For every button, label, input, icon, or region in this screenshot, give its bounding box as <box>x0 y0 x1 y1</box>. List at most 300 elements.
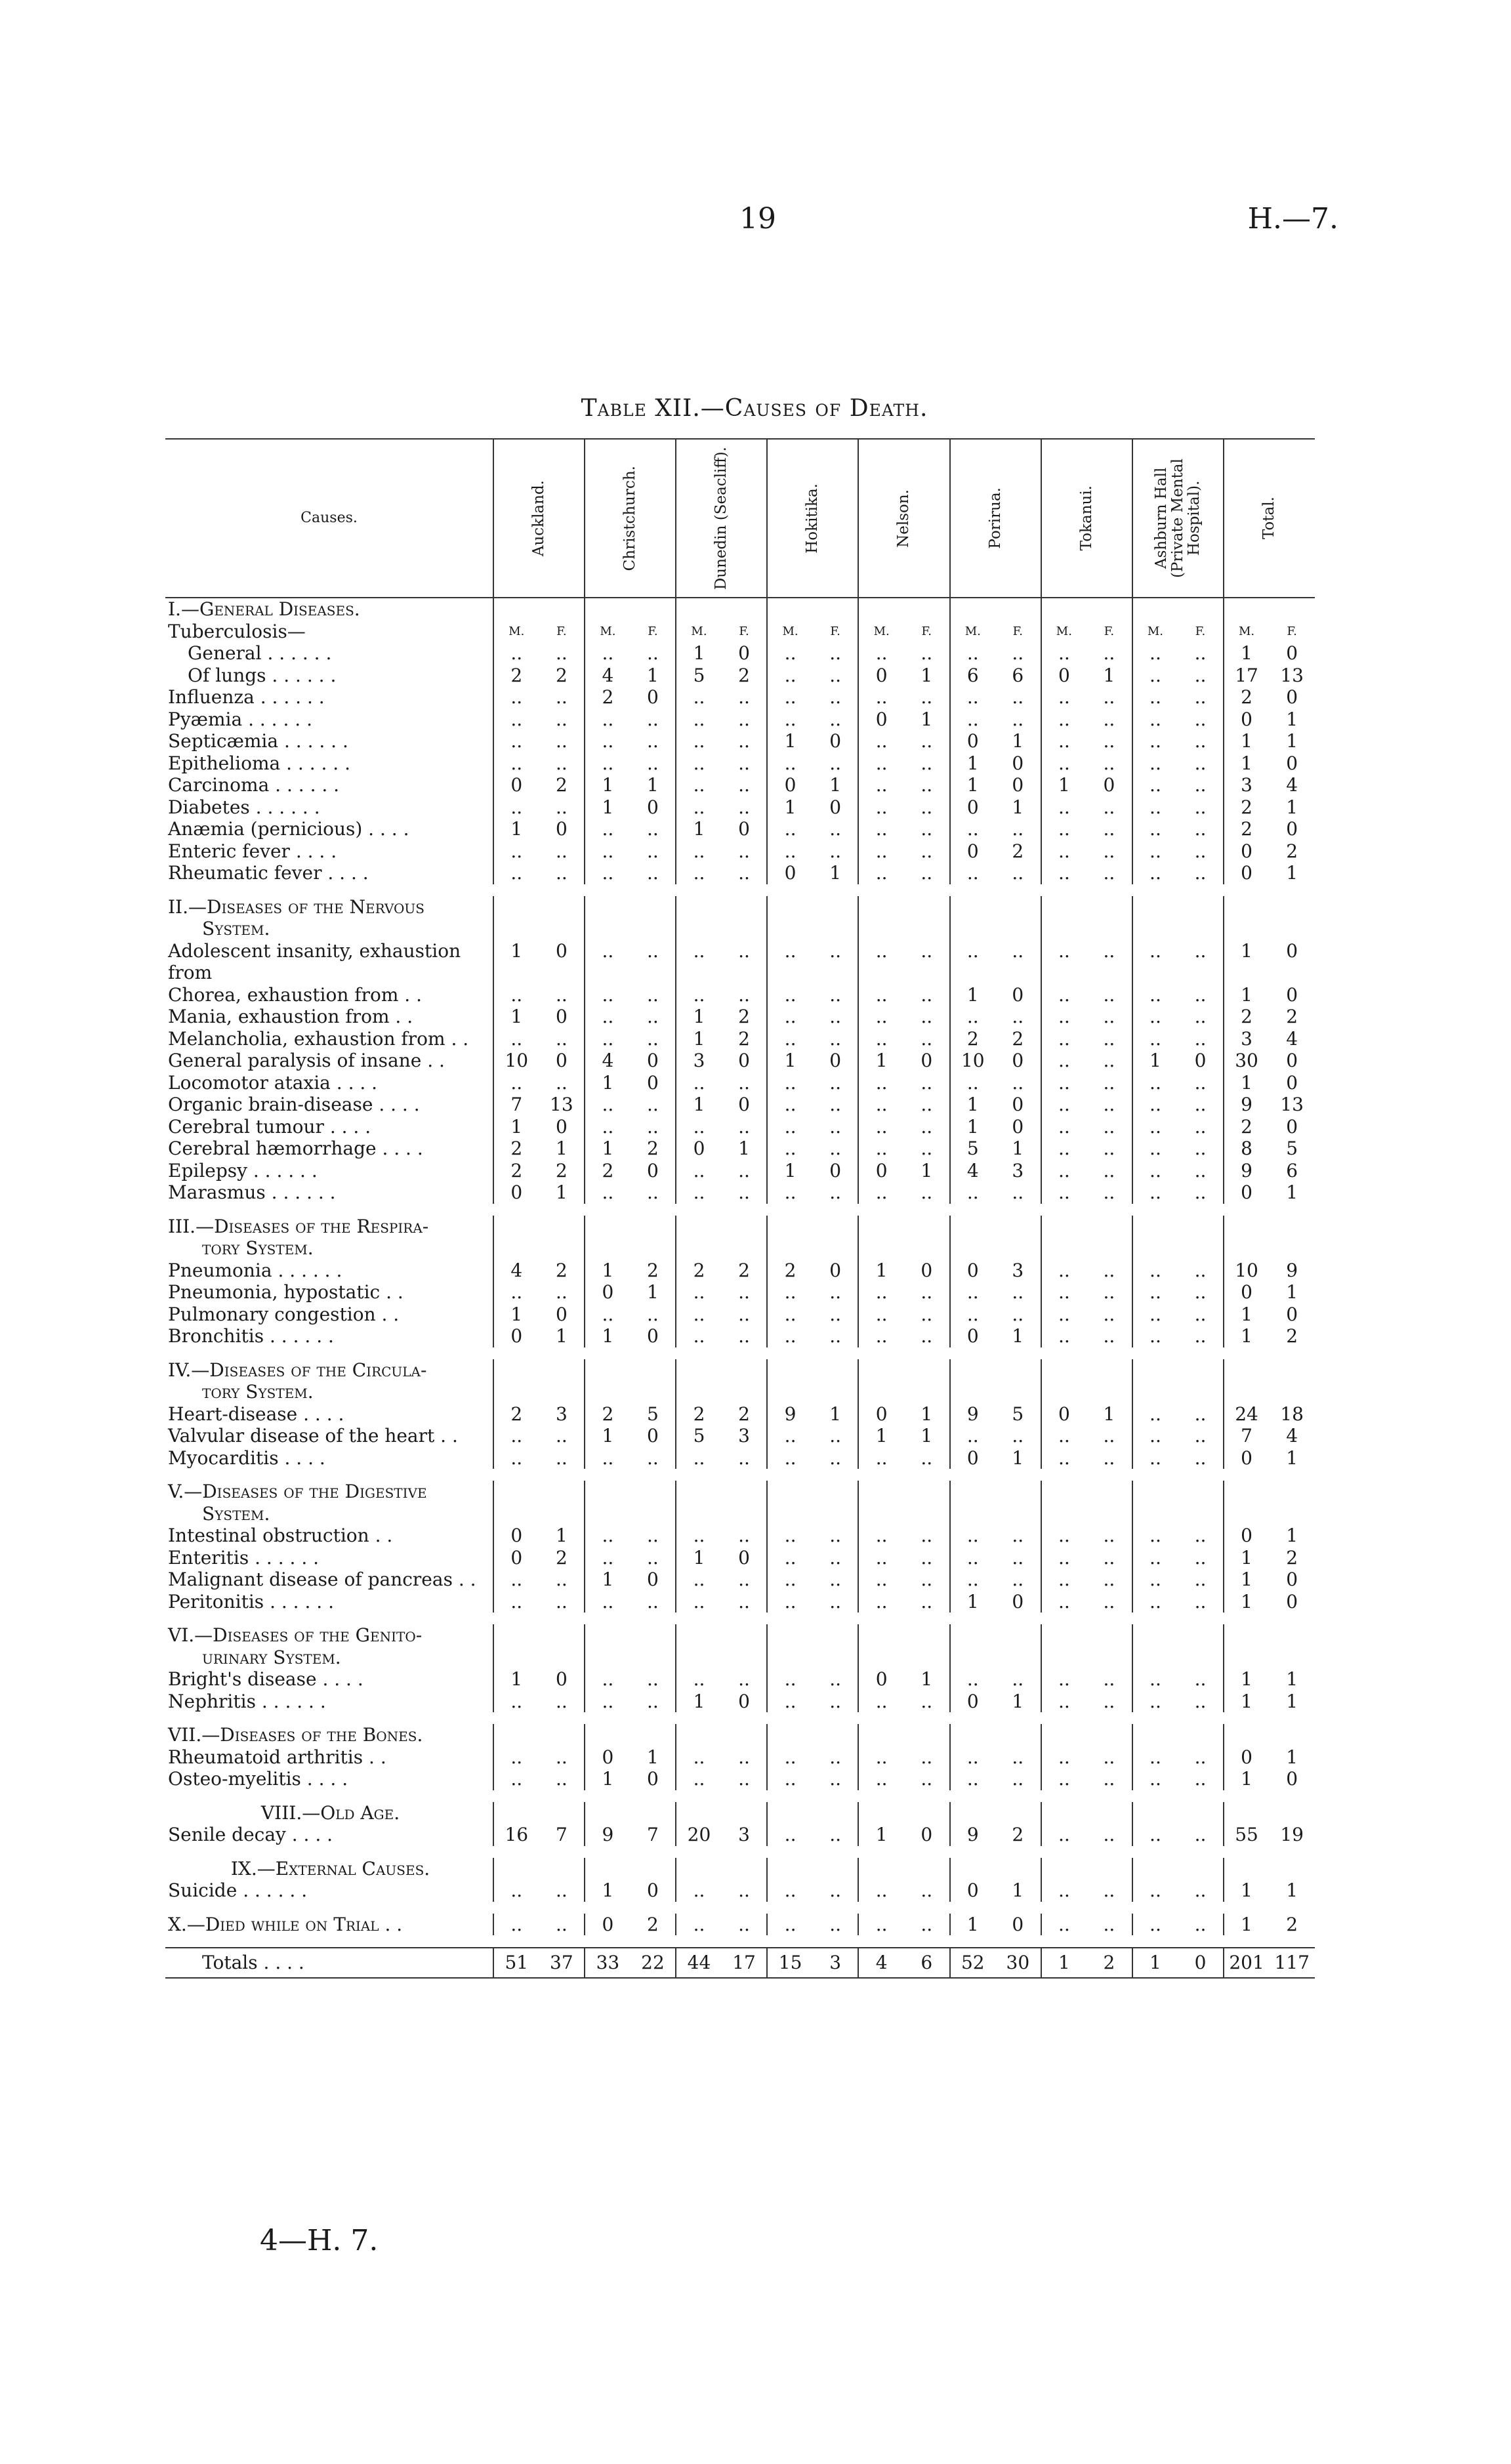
empty-cell <box>493 1647 539 1669</box>
count-cell: 1 <box>829 774 842 796</box>
count-cell: 0 <box>1012 1094 1024 1115</box>
sex-label: F. <box>921 624 932 638</box>
count-cell: .. <box>1132 774 1178 796</box>
count-cell: 0 <box>647 1325 659 1347</box>
empty-cell <box>813 598 859 621</box>
empty-cell <box>1178 918 1224 940</box>
count-cell: 2 <box>950 1028 996 1050</box>
count-cell: 1 <box>1224 752 1270 775</box>
empty-cell <box>1269 1624 1315 1647</box>
empty-cell <box>767 896 813 918</box>
count-cell: 4 <box>950 1160 996 1182</box>
count-cell: .. <box>647 1690 659 1712</box>
count-cell: 0 <box>1286 642 1298 664</box>
empty-cell <box>1041 1381 1087 1403</box>
section-heading-continued: tory System. <box>202 1381 314 1403</box>
count-cell: .. <box>1132 1591 1178 1613</box>
count-cell: .. <box>1103 1913 1115 1935</box>
count-cell: .. <box>858 1028 904 1050</box>
count-cell: 2 <box>738 1027 750 1050</box>
count-cell: .. <box>921 1303 933 1325</box>
count-cell: .. <box>493 862 539 884</box>
count-cell: .. <box>1041 1006 1087 1028</box>
sex-label: F. <box>1012 624 1024 638</box>
empty-cell <box>767 1216 813 1238</box>
count-cell: 1 <box>585 1425 631 1447</box>
count-cell: .. <box>493 730 539 752</box>
count-cell: .. <box>1012 1303 1024 1325</box>
count-cell: 1 <box>585 1072 631 1094</box>
empty-cell <box>904 1503 950 1525</box>
empty-cell <box>995 1237 1041 1260</box>
cause-label: Myocarditis . . . . <box>168 1447 325 1469</box>
spacer <box>165 1846 1315 1858</box>
count-cell: .. <box>1103 1259 1115 1281</box>
count-cell: .. <box>767 1824 813 1846</box>
count-cell: .. <box>1132 752 1178 775</box>
total-cell: 30 <box>995 1948 1041 1978</box>
empty-cell <box>722 1647 768 1669</box>
table-row <box>165 1569 1315 1591</box>
count-cell: .. <box>647 1006 659 1027</box>
count-cell: .. <box>676 1569 722 1591</box>
cause-label: Pyæmia . . . . . . <box>168 708 312 730</box>
empty-cell <box>585 598 631 621</box>
count-cell: .. <box>950 1281 996 1304</box>
table-row <box>165 1325 1315 1347</box>
empty-cell <box>1132 1624 1178 1647</box>
count-cell: .. <box>738 1281 750 1303</box>
empty-cell <box>493 1858 539 1880</box>
empty-cell <box>722 1216 768 1238</box>
cause-label: X.—Died while on Trial . . <box>168 1913 403 1935</box>
count-cell: 3 <box>676 1050 722 1072</box>
count-cell: 1 <box>1224 1072 1270 1094</box>
empty-cell <box>1178 1647 1224 1669</box>
count-cell: 1 <box>555 1181 568 1203</box>
causes-column-header: Causes. <box>165 439 493 598</box>
cause-label: Melancholia, exhaustion from . . <box>168 1027 469 1050</box>
section-heading-continued: tory System. <box>202 1237 314 1259</box>
table-row <box>165 984 1315 1006</box>
empty-cell <box>1224 1503 1270 1525</box>
empty-cell <box>813 896 859 918</box>
count-cell: 0 <box>493 1325 539 1347</box>
count-cell: .. <box>1041 1914 1087 1936</box>
count-cell: 0 <box>1012 774 1024 796</box>
count-cell: .. <box>676 796 722 819</box>
count-cell: .. <box>1041 1028 1087 1050</box>
count-cell: .. <box>1194 1525 1207 1546</box>
count-cell: 1 <box>1103 664 1115 686</box>
count-cell: 2 <box>738 1006 750 1027</box>
cause-label: Peritonitis . . . . . . <box>168 1590 334 1612</box>
empty-cell <box>1269 918 1315 940</box>
count-cell: .. <box>647 818 659 840</box>
empty-cell <box>904 1647 950 1669</box>
total-cell: 51 <box>493 1948 539 1978</box>
empty-cell <box>995 918 1041 940</box>
count-cell: .. <box>493 984 539 1006</box>
count-cell: .. <box>676 730 722 752</box>
count-cell: .. <box>1132 1006 1178 1028</box>
empty-cell <box>493 896 539 918</box>
count-cell: 2 <box>1224 1116 1270 1138</box>
count-cell: 0 <box>647 796 659 818</box>
count-cell: .. <box>1194 1425 1207 1447</box>
count-cell: .. <box>1103 708 1115 730</box>
count-cell: .. <box>493 708 539 731</box>
empty-cell <box>950 1216 996 1238</box>
count-cell: 1 <box>1224 1325 1270 1347</box>
count-cell: .. <box>555 1447 568 1469</box>
empty-cell <box>493 1503 539 1525</box>
count-cell: .. <box>1103 1006 1115 1027</box>
hospital-header: Porirua. <box>950 439 1041 598</box>
total-cell: 37 <box>539 1948 585 1978</box>
count-cell: .. <box>738 774 750 796</box>
empty-cell <box>950 598 996 621</box>
count-cell: 2 <box>1012 1027 1024 1050</box>
count-cell: 1 <box>1286 1668 1298 1690</box>
count-cell: 2 <box>676 1403 722 1426</box>
count-cell: .. <box>858 686 904 708</box>
count-cell: 8 <box>1224 1138 1270 1160</box>
count-cell: 0 <box>829 1050 842 1071</box>
empty-cell <box>950 1858 996 1880</box>
count-cell: .. <box>1103 1303 1115 1325</box>
count-cell: .. <box>1041 1325 1087 1347</box>
count-cell: .. <box>829 1425 842 1447</box>
cause-label: Cerebral tumour . . . . <box>168 1115 371 1138</box>
hospital-header: Nelson. <box>858 439 949 598</box>
sex-label: F. <box>1195 624 1206 638</box>
count-cell: 1 <box>493 1006 539 1028</box>
count-cell: 20 <box>676 1824 722 1846</box>
empty-cell <box>1087 1237 1132 1260</box>
count-cell: .. <box>1041 1094 1087 1116</box>
count-cell: .. <box>676 862 722 884</box>
count-cell: .. <box>647 1668 659 1690</box>
count-cell: .. <box>738 1071 750 1094</box>
spacer <box>165 1469 1315 1481</box>
count-cell: .. <box>858 1591 904 1613</box>
count-cell: .. <box>1132 984 1178 1006</box>
sex-label: M. <box>1132 621 1178 643</box>
count-cell: .. <box>1194 1590 1207 1612</box>
cause-label: Osteo-myelitis . . . . <box>168 1768 348 1790</box>
section-heading: I.—General Diseases. <box>168 598 360 620</box>
empty-cell <box>1224 1359 1270 1382</box>
count-cell: 0 <box>858 1160 904 1182</box>
count-cell: .. <box>585 1028 631 1050</box>
count-cell: 5 <box>676 665 722 687</box>
empty-cell <box>858 1503 904 1525</box>
empty-cell <box>676 1858 722 1880</box>
count-cell: 1 <box>829 1403 842 1425</box>
empty-cell <box>1041 1359 1087 1382</box>
count-cell: .. <box>555 1027 568 1050</box>
count-cell: 0 <box>1286 1050 1298 1071</box>
spacer <box>165 1347 1315 1359</box>
count-cell: 2 <box>1286 1325 1298 1347</box>
table-row <box>165 1914 1315 1936</box>
empty-cell <box>1269 1359 1315 1382</box>
empty-cell <box>1132 1858 1178 1880</box>
total-cell: 1 <box>1132 1948 1178 1978</box>
count-cell: .. <box>858 1447 904 1469</box>
empty-cell <box>858 1481 904 1503</box>
empty-cell <box>1269 896 1315 918</box>
count-cell: 10 <box>950 1050 996 1072</box>
table-row <box>165 1447 1315 1469</box>
empty-cell <box>1224 598 1270 621</box>
section-heading-row <box>165 598 1315 621</box>
sex-label: M. <box>767 621 813 643</box>
count-cell: .. <box>767 752 813 775</box>
cause-label: Adolescent insanity, exhaustion <box>168 939 461 962</box>
count-cell: .. <box>493 642 539 665</box>
count-cell: .. <box>676 1281 722 1304</box>
count-cell: .. <box>676 1160 722 1182</box>
count-cell: .. <box>921 818 933 840</box>
empty-cell <box>767 1503 813 1525</box>
table-row <box>165 1591 1315 1613</box>
count-cell: .. <box>858 1138 904 1160</box>
count-cell: .. <box>1041 1050 1087 1072</box>
empty-cell <box>813 1858 859 1880</box>
count-cell: 0 <box>647 1159 659 1181</box>
count-cell: .. <box>585 1547 631 1569</box>
count-cell: 1 <box>676 1028 722 1050</box>
count-cell: 2 <box>493 1160 539 1182</box>
count-cell: .. <box>1012 1071 1024 1094</box>
section-heading-row <box>165 1216 1315 1238</box>
empty-cell <box>767 1802 813 1824</box>
count-cell: .. <box>493 1914 539 1936</box>
count-cell: .. <box>738 1303 750 1325</box>
count-cell: .. <box>647 1447 659 1469</box>
count-cell: .. <box>1103 1668 1115 1690</box>
count-cell: 19 <box>1280 1824 1304 1845</box>
count-cell: .. <box>555 1569 568 1590</box>
count-cell: .. <box>921 1525 933 1546</box>
cause-label: Bronchitis . . . . . . <box>168 1325 334 1347</box>
count-cell: 4 <box>585 665 631 687</box>
count-cell: .. <box>1041 1547 1087 1569</box>
empty-cell <box>767 1624 813 1647</box>
count-cell: 1 <box>585 1260 631 1282</box>
count-cell: .. <box>767 1281 813 1304</box>
section-heading-continued: System. <box>202 918 270 939</box>
count-cell: .. <box>676 1072 722 1094</box>
hospital-header: Christchurch. <box>585 439 676 598</box>
count-cell: .. <box>1132 1691 1178 1713</box>
count-cell: .. <box>1103 1879 1115 1901</box>
footer-signature: 4—H. 7. <box>260 2224 379 2257</box>
count-cell: .. <box>1132 1072 1178 1094</box>
count-cell: .. <box>1041 708 1087 731</box>
cause-label: Locomotor ataxia . . . . <box>168 1071 378 1094</box>
empty-cell <box>722 1624 768 1647</box>
count-cell: .. <box>950 1425 996 1447</box>
empty-cell <box>767 598 813 621</box>
count-cell: .. <box>738 796 750 818</box>
count-cell: .. <box>767 1028 813 1050</box>
empty-cell <box>1269 598 1315 621</box>
count-cell: .. <box>858 1006 904 1028</box>
count-cell: 1 <box>1132 1050 1178 1072</box>
count-cell: .. <box>767 1569 813 1591</box>
count-cell: .. <box>1132 1116 1178 1138</box>
count-cell: 4 <box>585 1050 631 1072</box>
count-cell: 1 <box>585 1569 631 1591</box>
count-cell: .. <box>738 1668 750 1690</box>
empty-cell <box>1224 962 1270 984</box>
count-cell: .. <box>647 1115 659 1138</box>
cause-label: Epilepsy . . . . . . <box>168 1159 318 1181</box>
count-cell: .. <box>1012 686 1024 708</box>
cause-label: Heart-disease . . . . <box>168 1403 344 1425</box>
cause-label: Of lungs . . . . . . <box>188 664 337 686</box>
count-cell: .. <box>1012 1181 1024 1203</box>
empty-cell <box>1087 918 1132 940</box>
count-cell: 7 <box>555 1824 568 1845</box>
count-cell: .. <box>1132 665 1178 687</box>
table-row <box>165 818 1315 840</box>
count-cell: 1 <box>1012 1690 1024 1712</box>
hospital-header: Hokitika. <box>767 439 858 598</box>
empty-cell <box>1041 1624 1087 1647</box>
cause-label: General paralysis of insane . . <box>168 1050 445 1071</box>
empty-cell <box>1087 962 1132 984</box>
empty-cell <box>904 1481 950 1503</box>
count-cell: 1 <box>585 1138 631 1160</box>
count-cell: 0 <box>1194 1050 1207 1071</box>
cause-label: General . . . . . . <box>188 642 332 664</box>
count-cell: .. <box>829 664 842 686</box>
spacer-row <box>165 1902 1315 1914</box>
count-cell: .. <box>1041 642 1087 665</box>
count-cell: .. <box>676 1879 722 1902</box>
count-cell: .. <box>950 1525 996 1547</box>
count-cell: 10 <box>493 1050 539 1072</box>
count-cell: .. <box>1132 1879 1178 1902</box>
empty-cell <box>1087 1216 1132 1238</box>
count-cell: .. <box>1132 862 1178 884</box>
count-cell: .. <box>1132 1914 1178 1936</box>
empty-cell <box>1269 1858 1315 1880</box>
count-cell: .. <box>493 1768 539 1790</box>
empty-cell <box>585 1624 631 1647</box>
count-cell: 13 <box>1280 664 1304 686</box>
count-cell: .. <box>858 1547 904 1569</box>
count-cell: 2 <box>647 1913 659 1935</box>
count-cell: .. <box>858 1525 904 1547</box>
count-cell: .. <box>1103 642 1115 664</box>
count-cell: .. <box>767 1181 813 1204</box>
count-cell: 0 <box>585 1746 631 1769</box>
count-cell: .. <box>950 1768 996 1790</box>
empty-cell <box>631 598 676 621</box>
count-cell: .. <box>1041 1447 1087 1469</box>
count-cell: 0 <box>1224 1281 1270 1304</box>
spacer-row <box>165 1347 1315 1359</box>
spacer-row <box>165 884 1315 896</box>
count-cell: 9 <box>1224 1094 1270 1116</box>
count-cell: .. <box>921 1879 933 1901</box>
total-cell: 4 <box>858 1948 904 1978</box>
count-cell: 5 <box>950 1138 996 1160</box>
count-cell: 7 <box>1224 1425 1270 1447</box>
cause-label: Tuberculosis— <box>168 620 306 642</box>
empty-cell <box>1132 918 1178 940</box>
count-cell: .. <box>950 1547 996 1569</box>
count-cell: .. <box>1103 1590 1115 1612</box>
count-cell: .. <box>676 940 722 962</box>
count-cell: .. <box>1194 1006 1207 1027</box>
count-cell: .. <box>738 708 750 730</box>
count-cell: .. <box>1132 708 1178 731</box>
count-cell: 2 <box>585 686 631 708</box>
spacer-row <box>165 1712 1315 1724</box>
empty-cell <box>813 1802 859 1824</box>
count-cell: .. <box>1194 983 1207 1006</box>
count-cell: 1 <box>1286 1281 1298 1303</box>
empty-cell <box>539 918 585 940</box>
count-cell: 0 <box>738 1546 750 1569</box>
count-cell: .. <box>585 1116 631 1138</box>
count-cell: .. <box>858 1325 904 1347</box>
count-cell: 0 <box>1012 1050 1024 1071</box>
section-heading: VII.—Diseases of the Bones. <box>168 1724 423 1746</box>
section-heading: VIII.—Old Age. <box>260 1801 400 1824</box>
count-cell: .. <box>585 730 631 752</box>
count-cell: 9 <box>767 1403 813 1426</box>
spacer-row <box>165 1790 1315 1802</box>
empty-cell <box>539 1647 585 1669</box>
hospital-header: Total. <box>1224 439 1315 598</box>
empty-cell <box>1178 1216 1224 1238</box>
empty-cell <box>858 1802 904 1824</box>
empty-cell <box>493 1359 539 1382</box>
empty-cell <box>676 962 722 984</box>
count-cell: .. <box>829 1668 842 1690</box>
empty-cell <box>1178 1237 1224 1260</box>
count-cell: 1 <box>676 818 722 840</box>
empty-cell <box>1087 1802 1132 1824</box>
count-cell: .. <box>585 642 631 665</box>
count-cell: .. <box>921 1546 933 1569</box>
empty-cell <box>1224 1858 1270 1880</box>
table-row <box>165 1281 1315 1304</box>
count-cell: .. <box>767 818 813 840</box>
count-cell: .. <box>1132 1768 1178 1790</box>
count-cell: 0 <box>555 939 568 962</box>
count-cell: .. <box>1132 1824 1178 1846</box>
count-cell: .. <box>921 1447 933 1469</box>
count-cell: 1 <box>1286 730 1298 752</box>
cause-label: Epithelioma . . . . . . <box>168 752 350 774</box>
empty-cell <box>904 1858 950 1880</box>
count-cell: 0 <box>1103 774 1115 796</box>
count-cell: 1 <box>858 1824 904 1846</box>
count-cell: 0 <box>950 730 996 752</box>
count-cell: 0 <box>1041 1403 1087 1426</box>
count-cell: .. <box>921 774 933 796</box>
count-cell: .. <box>921 1115 933 1138</box>
table-row <box>165 962 1315 984</box>
